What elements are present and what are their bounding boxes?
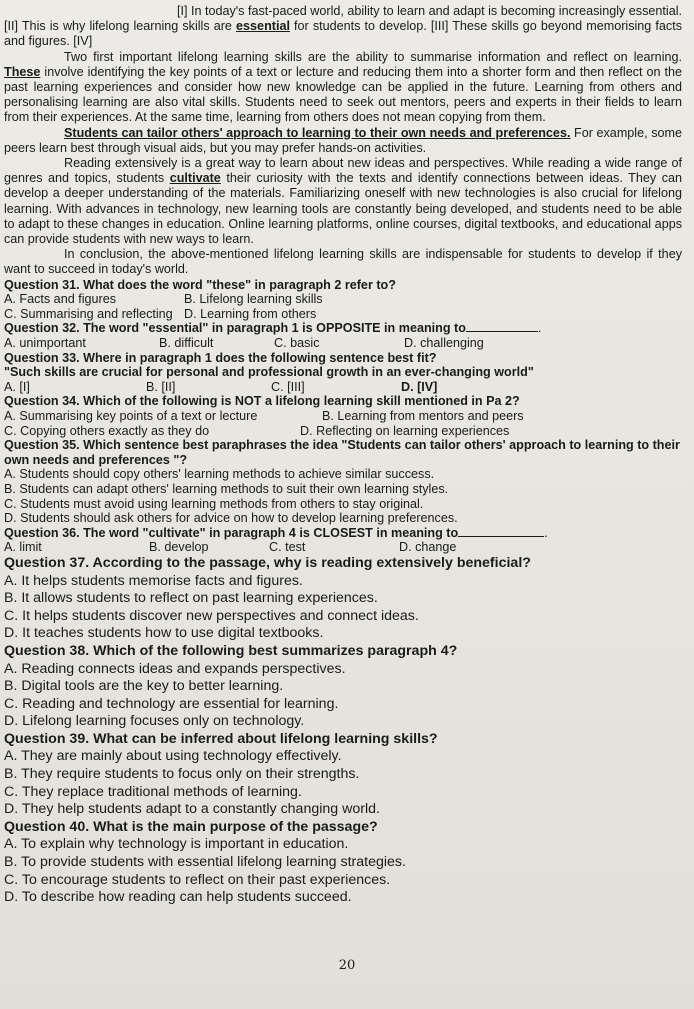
question-stem: Question 34. Which of the following is NOT a lifelong learning skill mentioned in Pa 2? xyxy=(4,394,520,409)
option-c[interactable]: C. Students must avoid using learning methods from others to stay original. xyxy=(4,496,424,511)
option-a[interactable]: A. unimportant xyxy=(4,336,86,351)
option-b[interactable]: B. To provide students with essential lifelong learning strategies. xyxy=(4,854,406,871)
option-b[interactable]: B. difficult xyxy=(159,336,214,351)
options-row xyxy=(4,424,682,439)
p2-text-a: Two first important lifelong learning skills are the ability to summarise information and reflect on learning. xyxy=(64,49,682,64)
option-a[interactable]: A. They are mainly about using technology effectively. xyxy=(4,748,342,765)
paragraph-4 xyxy=(4,156,682,247)
option-b[interactable]: B. Learning from mentors and peers xyxy=(322,409,524,423)
page-number: 20 xyxy=(338,958,356,973)
option-a[interactable]: A. limit xyxy=(4,540,42,555)
option-d[interactable]: D. challenging xyxy=(404,336,484,351)
question-stem: Question 37. According to the passage, why is reading extensively beneficial? xyxy=(4,554,531,571)
p2-key-word: These xyxy=(4,64,41,79)
option-a[interactable]: A. Reading connects ideas and expands perspectives. xyxy=(4,660,346,677)
option-a[interactable]: A. Summarising key points of a text or lecture xyxy=(4,409,258,423)
option-c[interactable]: C. test xyxy=(269,540,306,555)
p1-key-word: essential xyxy=(236,19,290,34)
paragraph-1 xyxy=(4,19,682,49)
question-stem: Question 38. Which of the following best summarizes paragraph 4? xyxy=(4,642,458,659)
options-row xyxy=(4,380,682,395)
option-a[interactable]: A. To explain why technology is important in education. xyxy=(4,836,349,853)
question-35 xyxy=(4,438,682,526)
options-list xyxy=(4,836,682,906)
question-stem: Question 32. The word "essential" in paragraph 1 is OPPOSITE in meaning to . xyxy=(4,321,542,336)
p1-text-a: [II] This is why lifelong learning skills are xyxy=(4,19,237,34)
option-a[interactable]: A. [I] xyxy=(4,379,30,394)
question-37 xyxy=(4,555,682,643)
question-stem: Question 39. What can be inferred about lifelong learning skills? xyxy=(4,730,438,747)
option-b[interactable]: B. It allows students to reflect on past learning experiences. xyxy=(4,590,378,607)
option-c[interactable]: C. It helps students discover new perspectives and connect ideas. xyxy=(4,607,419,624)
question-31 xyxy=(4,278,682,322)
question-stem: Question 40. What is the main purpose of the passage? xyxy=(4,818,378,835)
p4-text-b: their curiosity with the texts and identify connections between ideas. They can develop a deeper understanding of the materials. Familiarizing oneself with new technologies is also crucial for lifelong learning. With advances in technology, new learning tools are constantly being developed, and students need to be able to adapt to these changes in education. Online learning platforms, online courses, digital textbooks, and educational apps can provide students with new ways to learn. xyxy=(4,171,682,247)
paragraph-3 xyxy=(4,126,682,156)
options-row xyxy=(4,292,682,307)
paragraph-2 xyxy=(4,50,682,126)
option-b[interactable]: B. Lifelong learning skills xyxy=(184,292,323,307)
p4-key-word: cultivate xyxy=(169,171,221,186)
option-d[interactable]: D. [IV] xyxy=(401,379,438,394)
option-d[interactable]: D. They help students adapt to a constantly changing world. xyxy=(4,801,380,818)
p3-key-sentence: Students can tailor others' approach to learning to their own needs and preferences. xyxy=(64,125,571,140)
question-36 xyxy=(4,526,682,555)
options-list xyxy=(4,467,682,525)
option-c[interactable]: C. Copying others exactly as they do xyxy=(4,423,210,438)
option-b[interactable]: B. Students can adapt others' learning methods to suit their own learning styles. xyxy=(4,481,449,496)
option-d[interactable]: D. Lifelong learning focuses only on technology. xyxy=(4,713,305,730)
option-a[interactable]: A. Facts and figures xyxy=(4,292,116,307)
option-d[interactable]: D. Students should ask others for advice on how to develop learning preferences. xyxy=(4,511,458,526)
reading-passage xyxy=(4,4,682,278)
option-c[interactable]: C. Summarising and reflecting xyxy=(4,306,173,321)
option-d[interactable]: D. Learning from others xyxy=(184,306,317,321)
option-c[interactable]: C. To encourage students to reflect on their past experiences. xyxy=(4,871,391,888)
option-c[interactable]: C. Reading and technology are essential for learning. xyxy=(4,695,339,712)
option-b[interactable]: B. [II] xyxy=(146,379,176,394)
p1-text-b: for students to develop. [III] These skills go beyond memorising facts and figures. [IV] xyxy=(4,19,683,49)
options-row xyxy=(4,307,682,322)
options-row xyxy=(4,409,682,424)
question-38 xyxy=(4,643,682,731)
quoted-sentence: "Such skills are crucial for personal and professional growth in an ever-changing world" xyxy=(4,365,534,380)
option-b[interactable]: B. develop xyxy=(149,540,209,555)
question-stem: Question 36. The word "cultivate" in paragraph 4 is CLOSEST in meaning to . xyxy=(4,525,548,540)
option-d[interactable]: D. To describe how reading can help students succeed. xyxy=(4,889,352,906)
question-33 xyxy=(4,351,682,395)
options-list xyxy=(4,748,682,818)
option-a[interactable]: A. It helps students memorise facts and figures. xyxy=(4,572,303,589)
paragraph-5: In conclusion, the above-mentioned lifelong learning skills are indispensable for students to develop if they want to succeed in today's world. xyxy=(4,247,682,277)
option-d[interactable]: D. Reflecting on learning experiences xyxy=(300,423,510,438)
option-a[interactable]: A. Students should copy others' learning methods to achieve similar success. xyxy=(4,467,435,482)
option-d[interactable]: D. It teaches students how to use digital textbooks. xyxy=(4,625,324,642)
question-stem: Question 31. What does the word "these" in paragraph 2 refer to? xyxy=(4,277,396,292)
options-row xyxy=(4,336,682,351)
option-c[interactable]: C. [III] xyxy=(271,379,305,394)
question-39 xyxy=(4,731,682,819)
answer-blank[interactable] xyxy=(458,536,544,537)
p3-text: For example, some peers learn best through visual aids, but you may prefer hands-on activities. xyxy=(4,125,682,155)
answer-blank[interactable] xyxy=(466,331,538,332)
question-stem: Question 33. Where in paragraph 1 does the following sentence best fit? xyxy=(4,350,437,365)
option-c[interactable]: C. They replace traditional methods of learning. xyxy=(4,783,302,800)
options-row xyxy=(4,540,682,555)
p2-text-b: involve identifying the key points of a text or lecture and reducing them into a shorter form and then reflect on the past learning experiences and consider how new knowledge can be applied in the future. Learning from others and personalising learning are also vital skills. Students need to seek out mentors, peers and experts in their fields to learn from their experiences. At the same time, learning from others does not mean copying from them. xyxy=(4,64,682,125)
option-b[interactable]: B. They require students to focus only on their strengths. xyxy=(4,766,360,783)
question-32 xyxy=(4,321,682,350)
p4-text-a: Reading extensively is a great way to learn about new ideas and perspectives. While reading a wide range of genres and topics, students xyxy=(4,156,682,186)
option-d[interactable]: D. change xyxy=(399,540,457,555)
options-list xyxy=(4,573,682,643)
paragraph-1-line-1: [I] In today's fast-paced world, ability to learn and adapt is becoming increasingly essential. xyxy=(176,4,682,18)
question-stem: Question 35. Which sentence best paraphrases the idea "Students can tailor others' approach to learning to their own needs and preferences "? xyxy=(4,438,680,467)
question-34 xyxy=(4,394,682,438)
option-b[interactable]: B. Digital tools are the key to better learning. xyxy=(4,678,284,695)
question-40 xyxy=(4,819,682,907)
options-list xyxy=(4,661,682,731)
option-c[interactable]: C. basic xyxy=(274,336,320,351)
